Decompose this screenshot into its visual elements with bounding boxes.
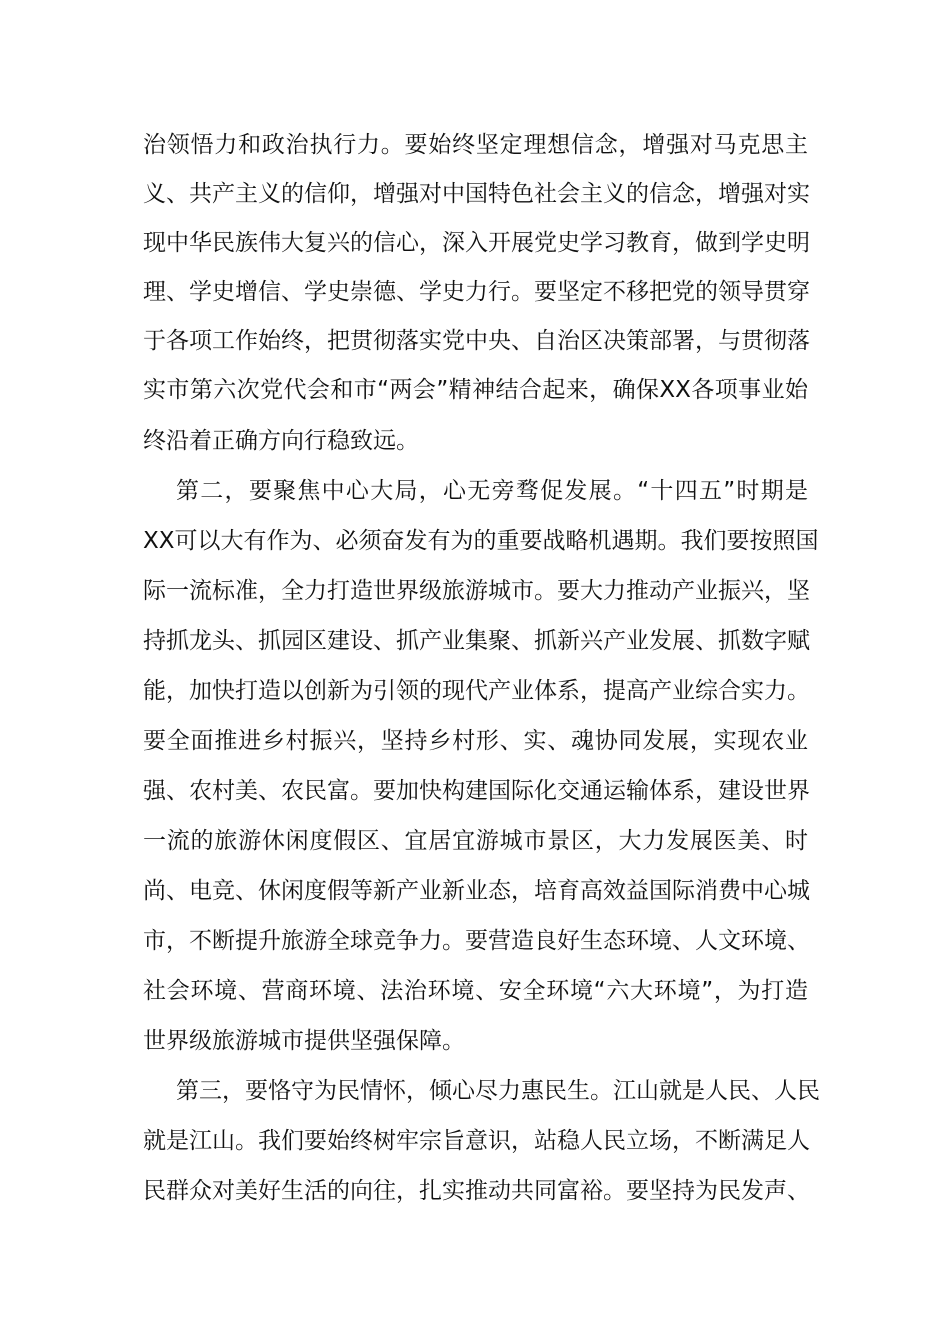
text-line: 理、学史增信、学史崇德、学史力行。要坚定不移把党的领导贯穿: [143, 279, 810, 305]
text-line: 要全面推进乡村振兴，坚持乡村形、实、魂协同发展，实现农业: [143, 728, 808, 754]
text-line: 一流的旅游休闲度假区、宜居宜游城市景区，大力发展医美、时: [143, 828, 808, 854]
text-line: 于各项工作始终，把贯彻落实党中央、自治区决策部署，与贯彻落: [143, 328, 810, 354]
paragraph-first-line: 第三，要恪守为民情怀，倾心尽力惠民生。江山就是人民、人民: [176, 1078, 820, 1104]
text-line: 市，不断提升旅游全球竞争力。要营造良好生态环境、人文环境、: [143, 928, 810, 954]
text-line: 现中华民族伟大复兴的信心，深入开展党史学习教育，做到学史明: [143, 230, 810, 256]
text-line: 治领悟力和政治执行力。要始终坚定理想信念，增强对马克思主: [143, 132, 808, 158]
text-line: 能，加快打造以创新为引领的现代产业体系，提高产业综合实力。: [143, 678, 810, 704]
text-line: 终沿着正确方向行稳致远。: [143, 428, 419, 454]
text-line: 民群众对美好生活的向往，扎实推动共同富裕。要坚持为民发声、: [143, 1178, 810, 1204]
text-line: 社会环境、营商环境、法治环境、安全环境“六大环境”，为打造: [143, 978, 808, 1004]
text-line: 实市第六次党代会和市“两会”精神结合起来，确保XX各项事业始: [143, 377, 808, 403]
text-line: XX可以大有作为、必须奋发有为的重要战略机遇期。我们要按照国: [143, 528, 819, 554]
text-line: 世界级旅游城市提供坚强保障。: [143, 1028, 465, 1054]
text-line: 义、共产主义的信仰，增强对中国特色社会主义的信念，增强对实: [143, 181, 810, 207]
text-line: 尚、电竞、休闲度假等新产业新业态，培育高效益国际消费中心城: [143, 878, 810, 904]
paragraph-first-line: 第二，要聚焦中心大局，心无旁骛促发展。“十四五”时期是: [176, 478, 808, 504]
text-line: 际一流标准，全力打造世界级旅游城市。要大力推动产业振兴，坚: [143, 578, 810, 604]
text-line: 就是江山。我们要始终树牢宗旨意识，站稳人民立场，不断满足人: [143, 1128, 810, 1154]
text-line: 持抓龙头、抓园区建设、抓产业集聚、抓新兴产业发展、抓数字赋: [143, 628, 810, 654]
text-line: 强、农村美、农民富。要加快构建国际化交通运输体系，建设世界: [143, 778, 810, 804]
